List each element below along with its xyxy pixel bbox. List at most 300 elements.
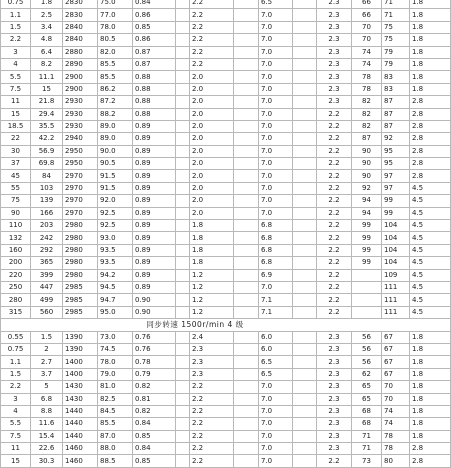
table-cell[interactable]: 1.5: [1, 368, 31, 380]
table-cell[interactable]: 67: [382, 356, 410, 368]
table-cell[interactable]: 94.2: [98, 269, 133, 281]
table-cell[interactable]: 2.2: [317, 455, 352, 467]
table-cell[interactable]: 0.89: [133, 195, 176, 207]
table-cell[interactable]: [234, 83, 259, 95]
table-cell[interactable]: 87.0: [98, 430, 133, 442]
table-cell[interactable]: [176, 158, 190, 170]
table-cell[interactable]: 104: [382, 232, 410, 244]
table-cell[interactable]: 71: [352, 443, 382, 455]
table-cell[interactable]: 84.5: [98, 405, 133, 417]
table-cell[interactable]: 0.89: [133, 182, 176, 194]
table-cell[interactable]: 78: [352, 83, 382, 95]
table-cell[interactable]: 7.0: [259, 158, 293, 170]
table-cell[interactable]: 68: [352, 418, 382, 430]
table-cell[interactable]: 8.8: [31, 405, 63, 417]
table-cell[interactable]: [293, 443, 317, 455]
table-cell[interactable]: 0.55: [1, 331, 31, 343]
table-cell[interactable]: 11.6: [31, 418, 63, 430]
table-cell[interactable]: 2.0: [190, 158, 234, 170]
table-cell[interactable]: 2.0: [190, 108, 234, 120]
table-cell[interactable]: 111: [382, 281, 410, 293]
table-cell[interactable]: 2.3: [317, 368, 352, 380]
table-cell[interactable]: [293, 133, 317, 145]
table-cell[interactable]: 1.8: [410, 58, 451, 70]
table-cell[interactable]: [176, 0, 190, 9]
table-cell[interactable]: [293, 257, 317, 269]
table-cell[interactable]: 35.5: [31, 120, 63, 132]
table-cell[interactable]: 7.0: [259, 96, 293, 108]
table-cell[interactable]: 67: [382, 343, 410, 355]
table-cell[interactable]: 79: [382, 46, 410, 58]
table-cell[interactable]: [176, 343, 190, 355]
table-cell[interactable]: [176, 71, 190, 83]
table-cell[interactable]: [234, 158, 259, 170]
table-cell[interactable]: 2.2: [190, 405, 234, 417]
table-cell[interactable]: [234, 232, 259, 244]
table-cell[interactable]: [234, 455, 259, 467]
table-cell[interactable]: 11: [1, 443, 31, 455]
table-cell[interactable]: 2.2: [317, 182, 352, 194]
table-cell[interactable]: 94.5: [98, 281, 133, 293]
table-cell[interactable]: 166: [31, 207, 63, 219]
table-cell[interactable]: 0.82: [133, 381, 176, 393]
table-cell[interactable]: 2.3: [317, 34, 352, 46]
table-cell[interactable]: [176, 455, 190, 467]
table-cell[interactable]: 280: [1, 294, 31, 306]
table-cell[interactable]: 4.5: [410, 294, 451, 306]
table-cell[interactable]: [234, 418, 259, 430]
table-cell[interactable]: 2.2: [1, 34, 31, 46]
table-cell[interactable]: [176, 21, 190, 33]
table-cell[interactable]: 0.75: [1, 343, 31, 355]
table-cell[interactable]: [234, 58, 259, 70]
table-cell[interactable]: 7.5: [1, 83, 31, 95]
table-cell[interactable]: 2.7: [31, 356, 63, 368]
table-cell[interactable]: 2.3: [317, 21, 352, 33]
table-cell[interactable]: 7.0: [259, 34, 293, 46]
table-cell[interactable]: 1.2: [190, 281, 234, 293]
table-cell[interactable]: 365: [31, 257, 63, 269]
table-cell[interactable]: 2970: [63, 182, 98, 194]
table-cell[interactable]: [176, 405, 190, 417]
table-cell[interactable]: 2.3: [190, 356, 234, 368]
table-cell[interactable]: [293, 108, 317, 120]
table-cell[interactable]: [293, 21, 317, 33]
table-cell[interactable]: 5: [31, 381, 63, 393]
table-cell[interactable]: [293, 319, 451, 331]
table-cell[interactable]: 92: [352, 182, 382, 194]
table-cell[interactable]: 0.89: [133, 120, 176, 132]
table-cell[interactable]: 4: [1, 58, 31, 70]
table-cell[interactable]: 8.2: [31, 58, 63, 70]
table-cell[interactable]: 7.0: [259, 207, 293, 219]
table-cell[interactable]: 1390: [63, 331, 98, 343]
table-cell[interactable]: 1.8: [190, 244, 234, 256]
table-cell[interactable]: 2.0: [190, 120, 234, 132]
table-cell[interactable]: 1.8: [410, 9, 451, 21]
table-cell[interactable]: 2.8: [410, 455, 451, 467]
table-cell[interactable]: 0.88: [133, 83, 176, 95]
table-cell[interactable]: 1430: [63, 393, 98, 405]
table-cell[interactable]: 62: [352, 368, 382, 380]
table-cell[interactable]: 1440: [63, 405, 98, 417]
table-cell[interactable]: [293, 170, 317, 182]
table-cell[interactable]: 71: [382, 0, 410, 9]
table-cell[interactable]: 2830: [63, 0, 98, 9]
table-cell[interactable]: 1440: [63, 430, 98, 442]
table-cell[interactable]: [352, 281, 382, 293]
table-cell[interactable]: 55: [1, 182, 31, 194]
table-cell[interactable]: 75: [382, 21, 410, 33]
table-cell[interactable]: 2.2: [190, 430, 234, 442]
table-cell[interactable]: 93.5: [98, 244, 133, 256]
table-cell[interactable]: [293, 71, 317, 83]
table-cell[interactable]: 2.3: [190, 368, 234, 380]
table-cell[interactable]: 66: [352, 9, 382, 21]
table-cell[interactable]: 315: [1, 306, 31, 318]
table-cell[interactable]: 6.5: [259, 0, 293, 9]
table-cell[interactable]: 7.0: [259, 455, 293, 467]
table-cell[interactable]: 73: [352, 455, 382, 467]
table-cell[interactable]: 2.2: [317, 195, 352, 207]
table-cell[interactable]: [293, 381, 317, 393]
table-cell[interactable]: 2.2: [190, 46, 234, 58]
table-cell[interactable]: 2.2: [190, 381, 234, 393]
table-cell[interactable]: 220: [1, 269, 31, 281]
table-cell[interactable]: 0.76: [133, 343, 176, 355]
table-cell[interactable]: 99: [352, 232, 382, 244]
table-cell[interactable]: 2.3: [317, 331, 352, 343]
table-cell[interactable]: [234, 368, 259, 380]
table-cell[interactable]: 90: [352, 158, 382, 170]
table-cell[interactable]: 2.8: [410, 96, 451, 108]
table-cell[interactable]: 0.87: [133, 46, 176, 58]
table-cell[interactable]: 89.0: [98, 120, 133, 132]
table-cell[interactable]: 83: [382, 71, 410, 83]
table-cell[interactable]: 2.2: [317, 220, 352, 232]
table-cell[interactable]: 95: [382, 145, 410, 157]
table-cell[interactable]: 109: [382, 269, 410, 281]
table-cell[interactable]: 1.8: [410, 418, 451, 430]
table-cell[interactable]: 5.5: [1, 71, 31, 83]
table-cell[interactable]: 92.5: [98, 220, 133, 232]
table-cell[interactable]: 71: [352, 430, 382, 442]
table-cell[interactable]: 4.5: [410, 207, 451, 219]
table-cell[interactable]: 7.0: [259, 281, 293, 293]
table-cell[interactable]: 111: [382, 294, 410, 306]
table-cell[interactable]: 56: [352, 343, 382, 355]
table-cell[interactable]: [293, 281, 317, 293]
table-cell[interactable]: 2.2: [190, 443, 234, 455]
table-cell[interactable]: [293, 96, 317, 108]
table-cell[interactable]: 2980: [63, 269, 98, 281]
table-cell[interactable]: 2840: [63, 21, 98, 33]
table-cell[interactable]: 7.1: [259, 306, 293, 318]
table-cell[interactable]: 99: [382, 195, 410, 207]
table-cell[interactable]: 1.8: [410, 21, 451, 33]
table-cell[interactable]: [234, 269, 259, 281]
table-cell[interactable]: 5.5: [1, 418, 31, 430]
table-cell[interactable]: 2.2: [317, 306, 352, 318]
table-cell[interactable]: 78: [352, 71, 382, 83]
table-cell[interactable]: 0.85: [133, 430, 176, 442]
table-cell[interactable]: [176, 443, 190, 455]
table-cell[interactable]: 2.0: [190, 71, 234, 83]
table-cell[interactable]: 1.2: [190, 306, 234, 318]
table-cell[interactable]: 83: [382, 83, 410, 95]
table-cell[interactable]: 7.0: [259, 443, 293, 455]
table-cell[interactable]: 2.3: [317, 96, 352, 108]
table-cell[interactable]: 7.1: [259, 294, 293, 306]
table-cell[interactable]: [234, 443, 259, 455]
table-cell[interactable]: 2.0: [190, 145, 234, 157]
table-cell[interactable]: 75: [382, 34, 410, 46]
table-cell[interactable]: 2.2: [317, 281, 352, 293]
table-cell[interactable]: 11.1: [31, 71, 63, 83]
table-cell[interactable]: 4.5: [410, 306, 451, 318]
table-cell[interactable]: 2985: [63, 281, 98, 293]
table-cell[interactable]: 1440: [63, 418, 98, 430]
table-cell[interactable]: 90.5: [98, 158, 133, 170]
table-cell[interactable]: 7.0: [259, 71, 293, 83]
table-cell[interactable]: 2970: [63, 195, 98, 207]
table-cell[interactable]: [293, 195, 317, 207]
table-cell[interactable]: 4.5: [410, 257, 451, 269]
table-cell[interactable]: 2.2: [190, 393, 234, 405]
table-cell[interactable]: [234, 220, 259, 232]
table-cell[interactable]: 99: [352, 257, 382, 269]
table-cell[interactable]: 1.8: [410, 0, 451, 9]
table-cell[interactable]: 0.84: [133, 0, 176, 9]
table-cell[interactable]: 84: [31, 170, 63, 182]
table-cell[interactable]: 97: [382, 170, 410, 182]
table-cell[interactable]: 68: [352, 405, 382, 417]
table-cell[interactable]: [176, 306, 190, 318]
table-cell[interactable]: 18.5: [1, 120, 31, 132]
table-cell[interactable]: 6.4: [31, 46, 63, 58]
table-cell[interactable]: 92.5: [98, 207, 133, 219]
table-cell[interactable]: 7.0: [259, 58, 293, 70]
table-cell[interactable]: 2840: [63, 34, 98, 46]
table-cell[interactable]: 4: [1, 405, 31, 417]
table-cell[interactable]: [352, 269, 382, 281]
table-cell[interactable]: [293, 0, 317, 9]
table-cell[interactable]: [293, 306, 317, 318]
table-cell[interactable]: [234, 133, 259, 145]
table-cell[interactable]: 88.2: [98, 108, 133, 120]
table-cell[interactable]: 21.8: [31, 96, 63, 108]
table-cell[interactable]: [234, 71, 259, 83]
table-cell[interactable]: 447: [31, 281, 63, 293]
table-cell[interactable]: 1.1: [1, 356, 31, 368]
table-cell[interactable]: 37: [1, 158, 31, 170]
table-cell[interactable]: 4.8: [31, 34, 63, 46]
table-cell[interactable]: 11: [1, 96, 31, 108]
table-cell[interactable]: 7.0: [259, 405, 293, 417]
table-cell[interactable]: [176, 170, 190, 182]
table-cell[interactable]: [234, 0, 259, 9]
table-cell[interactable]: [293, 9, 317, 21]
table-cell[interactable]: 1.8: [410, 343, 451, 355]
table-cell[interactable]: [234, 331, 259, 343]
table-cell[interactable]: [234, 145, 259, 157]
table-cell[interactable]: 1.8: [190, 232, 234, 244]
table-cell[interactable]: 0.86: [133, 34, 176, 46]
table-cell[interactable]: 91.5: [98, 182, 133, 194]
table-cell[interactable]: 7.0: [259, 9, 293, 21]
table-cell[interactable]: 88.0: [98, 443, 133, 455]
table-cell[interactable]: 0.89: [133, 145, 176, 157]
table-cell[interactable]: 1.8: [410, 368, 451, 380]
table-cell[interactable]: [234, 430, 259, 442]
table-cell[interactable]: 15: [1, 108, 31, 120]
table-cell[interactable]: [293, 418, 317, 430]
table-cell[interactable]: 2.8: [410, 108, 451, 120]
table-cell[interactable]: 2.2: [317, 294, 352, 306]
table-cell[interactable]: 56: [352, 356, 382, 368]
table-cell[interactable]: 2.2: [317, 120, 352, 132]
table-cell[interactable]: 6.8: [259, 232, 293, 244]
table-cell[interactable]: 15: [31, 83, 63, 95]
table-cell[interactable]: 75.0: [98, 0, 133, 9]
table-cell[interactable]: [293, 220, 317, 232]
table-cell[interactable]: [234, 120, 259, 132]
table-cell[interactable]: [1, 319, 98, 331]
table-cell[interactable]: [234, 182, 259, 194]
table-cell[interactable]: 2.8: [410, 170, 451, 182]
table-cell[interactable]: 0.84: [133, 443, 176, 455]
table-cell[interactable]: 1.8: [410, 393, 451, 405]
table-cell[interactable]: 6.8: [259, 244, 293, 256]
table-cell[interactable]: 7.0: [259, 170, 293, 182]
table-cell[interactable]: 2.3: [317, 430, 352, 442]
table-cell[interactable]: [176, 145, 190, 157]
table-cell[interactable]: 89.0: [98, 133, 133, 145]
table-cell[interactable]: 1.8: [410, 430, 451, 442]
table-cell[interactable]: 2.2: [1, 381, 31, 393]
table-cell[interactable]: [293, 430, 317, 442]
table-cell[interactable]: 6.8: [259, 220, 293, 232]
table-cell[interactable]: 2.3: [317, 58, 352, 70]
table-cell[interactable]: 30.3: [31, 455, 63, 467]
table-cell[interactable]: 7.0: [259, 108, 293, 120]
table-cell[interactable]: 2.2: [317, 207, 352, 219]
table-cell[interactable]: 2.5: [31, 9, 63, 21]
table-cell[interactable]: 1.8: [410, 405, 451, 417]
table-cell[interactable]: 95.0: [98, 306, 133, 318]
table-cell[interactable]: [176, 182, 190, 194]
table-cell[interactable]: 2.0: [190, 207, 234, 219]
table-cell[interactable]: 2.8: [410, 120, 451, 132]
table-cell[interactable]: 22: [1, 133, 31, 145]
table-cell[interactable]: 7.0: [259, 133, 293, 145]
table-cell[interactable]: [293, 83, 317, 95]
table-cell[interactable]: 70: [382, 381, 410, 393]
table-cell[interactable]: 2.0: [190, 96, 234, 108]
table-cell[interactable]: [176, 269, 190, 281]
table-cell[interactable]: 6.5: [259, 368, 293, 380]
table-cell[interactable]: [234, 46, 259, 58]
table-cell[interactable]: [176, 381, 190, 393]
table-cell[interactable]: 67: [382, 368, 410, 380]
table-cell[interactable]: [176, 120, 190, 132]
table-cell[interactable]: [293, 58, 317, 70]
table-cell[interactable]: 2.0: [190, 182, 234, 194]
table-cell[interactable]: 0.78: [133, 356, 176, 368]
table-cell[interactable]: 1.8: [410, 71, 451, 83]
table-cell[interactable]: 75: [1, 195, 31, 207]
table-cell[interactable]: 1.8: [410, 381, 451, 393]
table-cell[interactable]: 2.3: [317, 381, 352, 393]
table-cell[interactable]: 0.75: [1, 0, 31, 9]
table-cell[interactable]: 74.5: [98, 343, 133, 355]
table-cell[interactable]: 560: [31, 306, 63, 318]
table-cell[interactable]: 2.0: [190, 170, 234, 182]
table-cell[interactable]: 2980: [63, 244, 98, 256]
table-cell[interactable]: [176, 220, 190, 232]
table-cell[interactable]: 2.2: [317, 269, 352, 281]
table-cell[interactable]: 2: [31, 343, 63, 355]
table-cell[interactable]: 2.2: [317, 170, 352, 182]
table-cell[interactable]: 0.79: [133, 368, 176, 380]
table-cell[interactable]: 87.2: [98, 96, 133, 108]
table-cell[interactable]: [176, 96, 190, 108]
table-cell[interactable]: [293, 455, 317, 467]
table-cell[interactable]: 7.0: [259, 195, 293, 207]
table-cell[interactable]: 0.89: [133, 232, 176, 244]
table-cell[interactable]: 78: [382, 443, 410, 455]
table-cell[interactable]: 94.7: [98, 294, 133, 306]
table-cell[interactable]: [293, 182, 317, 194]
table-cell[interactable]: 1460: [63, 455, 98, 467]
table-cell[interactable]: 7.0: [259, 182, 293, 194]
table-cell[interactable]: 4.5: [410, 195, 451, 207]
table-cell[interactable]: 2930: [63, 120, 98, 132]
table-cell[interactable]: 1.5: [31, 331, 63, 343]
table-cell[interactable]: [234, 170, 259, 182]
table-cell[interactable]: 2.3: [317, 356, 352, 368]
table-cell[interactable]: 2.3: [317, 9, 352, 21]
table-cell[interactable]: 1400: [63, 356, 98, 368]
table-cell[interactable]: 15: [1, 455, 31, 467]
table-cell[interactable]: [234, 9, 259, 21]
table-cell[interactable]: 2.8: [410, 145, 451, 157]
table-cell[interactable]: 1.8: [410, 34, 451, 46]
table-cell[interactable]: 2.4: [190, 331, 234, 343]
table-cell[interactable]: [234, 244, 259, 256]
table-cell[interactable]: 82: [352, 108, 382, 120]
table-cell[interactable]: 86.2: [98, 83, 133, 95]
table-cell[interactable]: [176, 393, 190, 405]
table-cell[interactable]: [234, 356, 259, 368]
table-cell[interactable]: 4.5: [410, 220, 451, 232]
table-cell[interactable]: 2.3: [317, 83, 352, 95]
table-cell[interactable]: 74: [352, 58, 382, 70]
table-cell[interactable]: 80: [382, 455, 410, 467]
table-cell[interactable]: [234, 21, 259, 33]
table-cell[interactable]: 2.2: [190, 9, 234, 21]
table-cell[interactable]: 1.2: [190, 294, 234, 306]
table-cell[interactable]: 87: [382, 108, 410, 120]
table-cell[interactable]: [234, 96, 259, 108]
table-cell[interactable]: 3: [1, 46, 31, 58]
table-cell[interactable]: 94: [352, 207, 382, 219]
table-cell[interactable]: 77.0: [98, 9, 133, 21]
table-cell[interactable]: 2.2: [317, 108, 352, 120]
table-cell[interactable]: 93.0: [98, 232, 133, 244]
table-cell[interactable]: 104: [382, 244, 410, 256]
table-cell[interactable]: 2900: [63, 83, 98, 95]
